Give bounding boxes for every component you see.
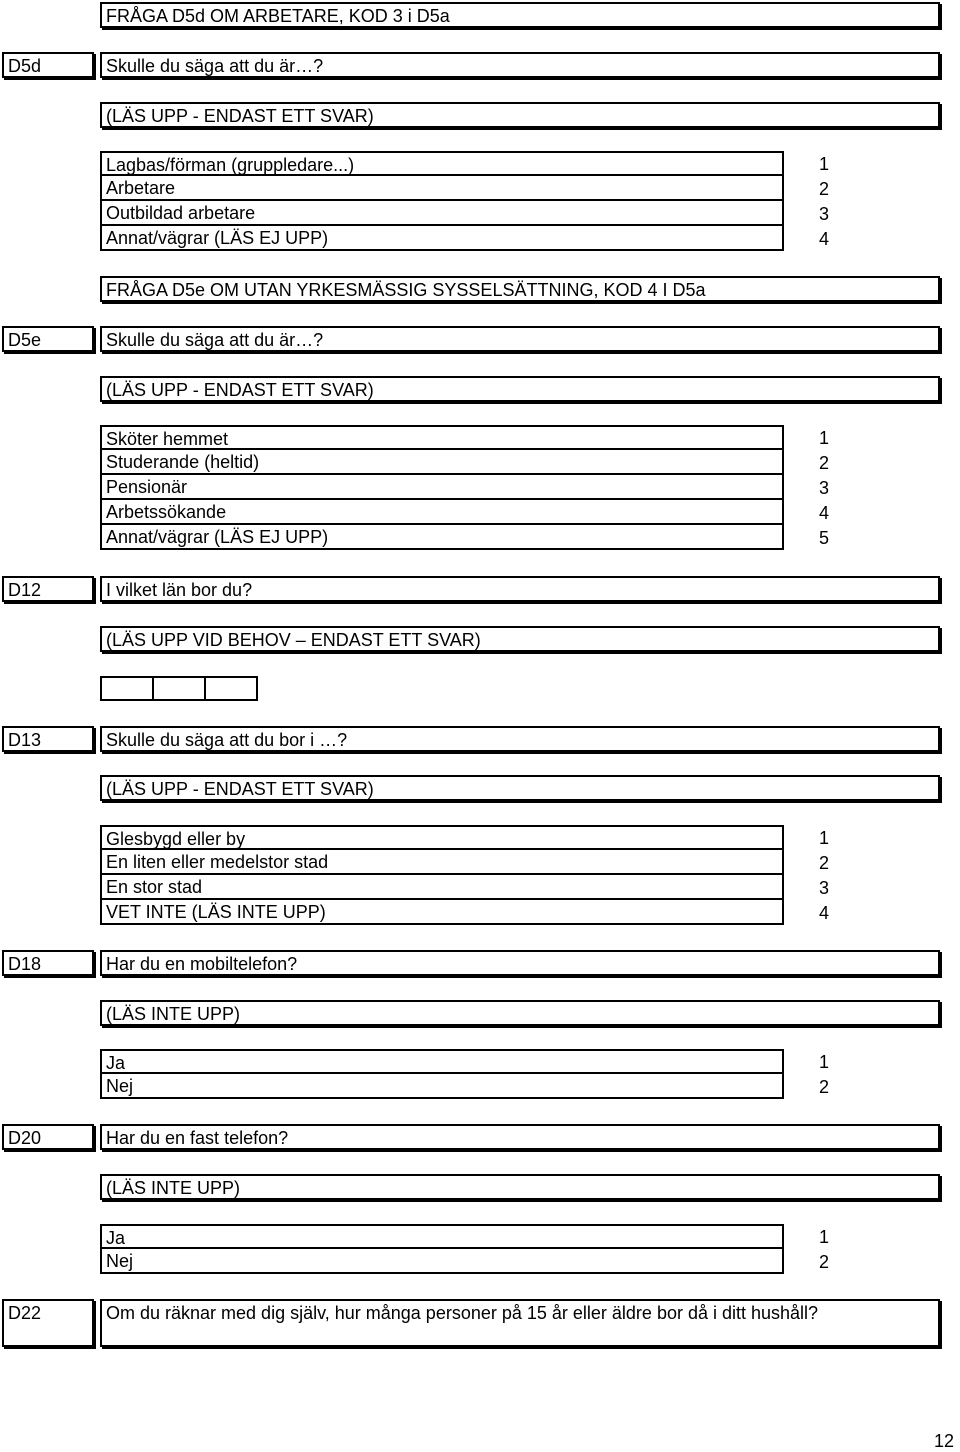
answer-option-label: Nej — [106, 1076, 134, 1096]
answer-option-label: Outbildad arbetare — [106, 203, 256, 223]
answer-option-label: En stor stad — [106, 877, 203, 897]
answer-option-row[interactable] — [100, 850, 784, 875]
question-code: D18 — [8, 954, 42, 974]
answer-option-label: Ja — [106, 1053, 126, 1073]
answer-option-row[interactable] — [100, 500, 784, 525]
instruction-box-d5e — [100, 376, 940, 402]
answer-option-label: Sköter hemmet — [106, 429, 229, 449]
answer-option-label: En liten eller medelstor stad — [106, 852, 329, 872]
question-code-box-d18 — [2, 950, 94, 976]
instruction-text: (LÄS INTE UPP) — [106, 1178, 241, 1198]
question-code-box-d5e — [2, 326, 94, 352]
question-code: D5d — [8, 56, 42, 76]
answer-option-row[interactable] — [100, 201, 784, 226]
question-code-box-d20 — [2, 1124, 94, 1150]
question-box-d5e — [100, 326, 940, 352]
question-text: Om du räknar med dig själv, hur många personer på 15 år eller äldre bor då i ditt hushåll? — [106, 1303, 819, 1323]
answer-option-code: 2 — [819, 853, 830, 873]
answer-option-label: Arbetare — [106, 178, 176, 198]
section-header-d5d — [100, 2, 940, 28]
question-box-d22[interactable] — [100, 1299, 940, 1347]
answer-option-code: 4 — [819, 903, 830, 923]
answer-option-row[interactable] — [100, 1249, 784, 1274]
section-header-text: FRÅGA D5d OM ARBETARE, KOD 3 i D5a — [106, 6, 450, 26]
answer-option-code: 1 — [819, 1052, 830, 1072]
question-box-d20 — [100, 1124, 940, 1150]
instruction-text: (LÄS UPP VID BEHOV – ENDAST ETT SVAR) — [106, 630, 481, 650]
answer-option-row[interactable] — [100, 475, 784, 500]
answer-option-code: 5 — [819, 528, 830, 548]
question-code-box-d12 — [2, 576, 94, 602]
answer-option-label: Pensionär — [106, 477, 188, 497]
answer-option-code: 3 — [819, 478, 830, 498]
question-code-box-d22 — [2, 1299, 94, 1347]
question-box-d18 — [100, 950, 940, 976]
answer-option-code: 1 — [819, 828, 830, 848]
instruction-box-d18 — [100, 1000, 940, 1026]
answer-option-code: 4 — [819, 503, 830, 523]
answer-option-code: 3 — [819, 204, 830, 224]
question-code: D22 — [8, 1303, 42, 1323]
answer-option-row[interactable] — [100, 450, 784, 475]
question-text: Har du en mobiltelefon? — [106, 954, 298, 974]
answer-option-row[interactable] — [100, 1224, 784, 1249]
answer-option-code: 2 — [819, 179, 830, 199]
county-code-entry-cell[interactable] — [152, 676, 206, 701]
answer-option-row[interactable] — [100, 875, 784, 900]
instruction-box-d20 — [100, 1174, 940, 1200]
question-text: Skulle du säga att du bor i …? — [106, 730, 348, 750]
instruction-box-d5d — [100, 102, 940, 128]
answer-option-label: Glesbygd eller by — [106, 829, 246, 849]
question-code: D12 — [8, 580, 42, 600]
answer-option-label: VET INTE (LÄS INTE UPP) — [106, 902, 326, 922]
answer-option-code: 1 — [819, 1227, 830, 1247]
instruction-text: (LÄS INTE UPP) — [106, 1004, 241, 1024]
question-text: I vilket län bor du? — [106, 580, 253, 600]
answer-option-row[interactable] — [100, 1049, 784, 1074]
answer-option-label: Arbetssökande — [106, 502, 227, 522]
instruction-text: (LÄS UPP - ENDAST ETT SVAR) — [106, 106, 374, 126]
question-code-box-d13 — [2, 726, 94, 752]
county-code-entry-cell[interactable] — [100, 676, 154, 701]
answer-option-label: Studerande (heltid) — [106, 452, 260, 472]
instruction-text: (LÄS UPP - ENDAST ETT SVAR) — [106, 779, 374, 799]
question-code-box-d5d — [2, 52, 94, 78]
question-code: D20 — [8, 1128, 42, 1148]
question-text: Skulle du säga att du är…? — [106, 330, 324, 350]
answer-option-code: 1 — [819, 428, 830, 448]
question-text: Skulle du säga att du är…? — [106, 56, 324, 76]
question-code: D5e — [8, 330, 42, 350]
answer-option-row[interactable] — [100, 900, 784, 925]
answer-option-code: 3 — [819, 878, 830, 898]
answer-option-row[interactable] — [100, 1074, 784, 1099]
instruction-box-d12 — [100, 626, 940, 652]
question-text: Har du en fast telefon? — [106, 1128, 289, 1148]
answer-option-code: 4 — [819, 229, 830, 249]
instruction-text: (LÄS UPP - ENDAST ETT SVAR) — [106, 380, 374, 400]
answer-option-row[interactable] — [100, 151, 784, 176]
answer-option-row[interactable] — [100, 226, 784, 251]
page-number: 12 — [934, 1431, 955, 1451]
question-box-d12 — [100, 576, 940, 602]
answer-option-label: Annat/vägrar (LÄS EJ UPP) — [106, 527, 329, 547]
question-box-d5d — [100, 52, 940, 78]
answer-option-code: 2 — [819, 1077, 830, 1097]
answer-option-code: 2 — [819, 1252, 830, 1272]
county-code-entry-cell[interactable] — [204, 676, 258, 701]
answer-option-label: Annat/vägrar (LÄS EJ UPP) — [106, 228, 329, 248]
answer-option-row[interactable] — [100, 176, 784, 201]
instruction-box-d13 — [100, 775, 940, 801]
question-box-d13 — [100, 726, 940, 752]
answer-option-row[interactable] — [100, 425, 784, 450]
section-header-text: FRÅGA D5e OM UTAN YRKESMÄSSIG SYSSELSÄTTNING, KOD 4 I D5a — [106, 280, 706, 300]
answer-option-label: Lagbas/förman (gruppledare...) — [106, 155, 355, 175]
answer-option-label: Ja — [106, 1228, 126, 1248]
section-header-d5e — [100, 276, 940, 302]
answer-option-row[interactable] — [100, 825, 784, 850]
question-code: D13 — [8, 730, 42, 750]
answer-option-code: 2 — [819, 453, 830, 473]
answer-option-label: Nej — [106, 1251, 134, 1271]
answer-option-row[interactable] — [100, 525, 784, 550]
answer-option-code: 1 — [819, 154, 830, 174]
